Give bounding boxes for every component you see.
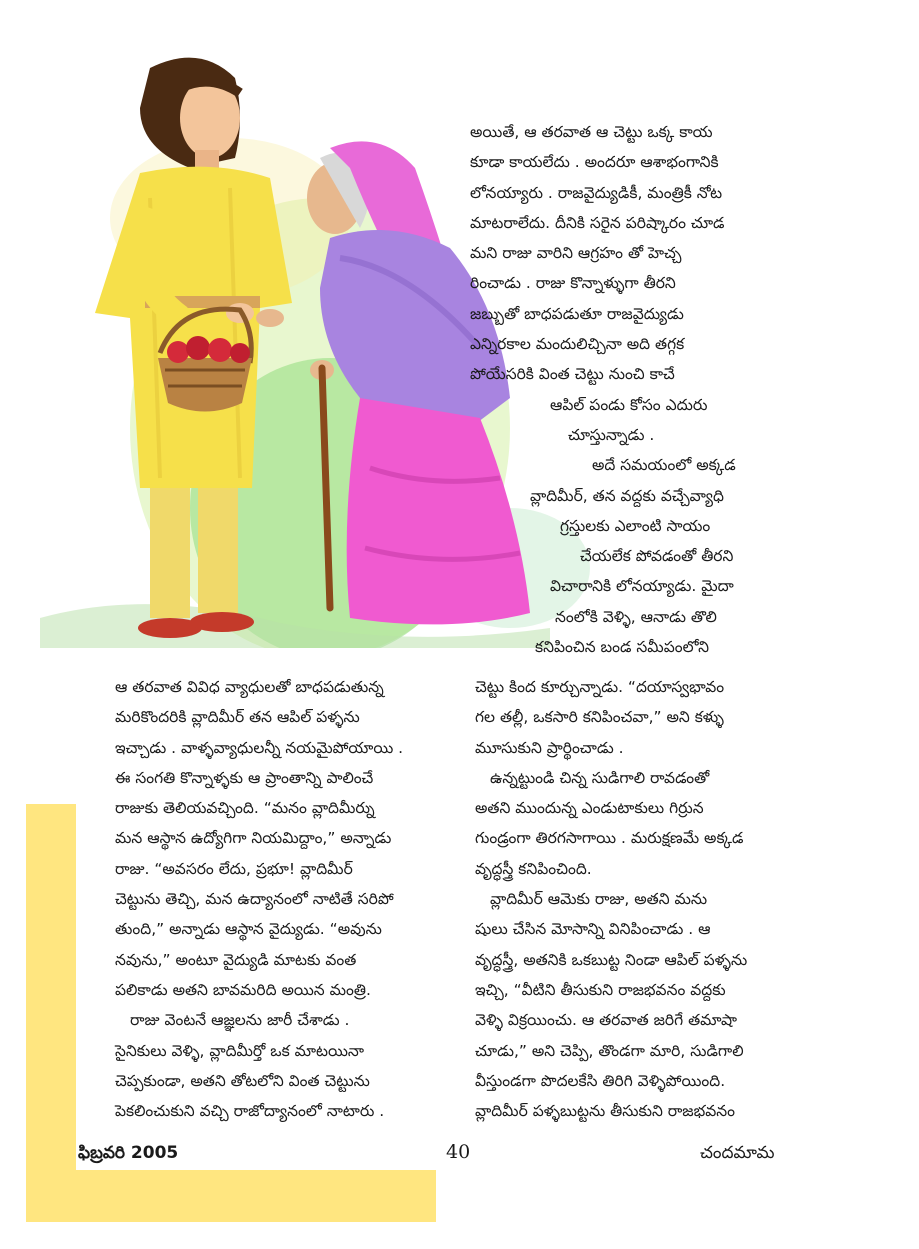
paragraph-line: నవును,” అంటూ వైద్యుడి మాటకు వంత: [115, 950, 357, 969]
issue-date: ఫిబ్రవరి 2005: [78, 1143, 179, 1163]
paragraph-line: గల తల్లీ, ఒకసారి కనిపించవా,” అని కళ్ళు: [475, 708, 724, 727]
paragraph-line: వెళ్ళి విక్రయించు. ఆ తరవాత జరిగే తమాషా: [475, 1011, 738, 1030]
paragraph-line: నంలోకి వెళ్ళి, ఆనాడు తొలి: [555, 607, 717, 626]
paragraph-line: కనిపించిన బండ సమీపంలోని: [535, 638, 710, 657]
paragraph-line: ఆపిల్ పండు కోసం ఎదురు: [550, 395, 708, 414]
paragraph-line: పోయేసరికి వింత చెట్టు నుంచి కాచే: [470, 365, 675, 384]
paragraph-line: రించాడు . రాజు కొన్నాళ్ళుగా తీరని: [470, 274, 676, 293]
paragraph-line: అతని ముందున్న ఎండుటాకులు గిర్రున: [475, 799, 704, 818]
paragraph-line: వ్లాదిమీర్ పళ్ళబుట్టను తీసుకుని రాజభవనం: [475, 1102, 735, 1121]
paragraph-line: మన ఆస్థాన ఉద్యోగిగా నియమిద్దాం,” అన్నాడు: [115, 829, 392, 848]
paragraph-line: రాజు వెంటనే ఆజ్ఞలను జారీ చేశాడు .: [130, 1011, 350, 1030]
paragraph-line: తుంది,” అన్నాడు ఆస్థాన వైద్యుడు. “అవును: [115, 920, 382, 939]
page-number: 40: [446, 1141, 471, 1163]
paragraph-line: పెకలించుకుని వచ్చి రాజోద్యానంలో నాటారు .: [115, 1102, 385, 1121]
paragraph-line: వీస్తుండగా పొదలకేసి తిరిగి వెళ్ళిపోయింది.: [475, 1071, 726, 1090]
paragraph-line: జబ్బుతో బాధపడుతూ రాజవైద్యుడు: [470, 304, 684, 323]
magazine-name: చందమామ: [700, 1143, 775, 1163]
paragraph-line: షులు చేసిన మోసాన్ని వినిపించాడు . ఆ: [475, 920, 711, 939]
paragraph-line: రాజు. “అవసరం లేదు, ప్రభూ! వ్లాదిమీర్: [115, 859, 353, 878]
paragraph-line: ఎన్నిరకాల మందులిచ్చినా అది తగ్గక: [470, 335, 685, 354]
paragraph-line: వ్లాదిమీర్ ఆమెకు రాజు, అతని మను: [490, 890, 708, 909]
paragraph-line: మూసుకుని ప్రార్థించాడు .: [475, 738, 624, 757]
paragraph-line: చూడు,” అని చెప్పి, తొండగా మారి, సుడిగాలి: [475, 1041, 744, 1060]
paragraph-line: సైనికులు వెళ్ళి, వ్లాదిమీర్తో ఒక మాటయినా: [115, 1041, 365, 1060]
paragraph-line: చెట్టు కింద కూర్చున్నాడు. “దయాస్వభావం: [475, 678, 725, 696]
paragraph-line: కూడా కాయలేదు . అందరూ ఆశాభంగానికి: [470, 153, 719, 172]
paragraph-line: మని రాజు వారిని ఆగ్రహం తో హెచ్చ: [470, 244, 682, 263]
article-column-top-right: [470, 117, 815, 662]
paragraph-line: ఈ సంగతి కొన్నాళ్ళకు ఆ ప్రాంతాన్ని పాలించే: [115, 768, 374, 787]
paragraph-line: వ్లాదిమీర్, తన వద్దకు వచ్చేవ్యాధి: [530, 486, 724, 505]
paragraph-line: వృద్ధస్త్రీ, అతనికి ఒకబుట్ట నిండా ఆపిల్ పళ్ళను: [475, 950, 748, 969]
paragraph-line: చెట్టును తెచ్చి, మన ఉద్యానంలో నాటితే సరిపో: [115, 890, 394, 909]
paragraph-line: చేయలేక పోవడంతో తీరని: [580, 547, 734, 566]
paragraph-line: అదే సమయంలో అక్కడ: [592, 456, 736, 475]
paragraph-line: పలికాడు అతని బావమరిది అయిన మంత్రి.: [115, 980, 371, 999]
paragraph-line: మరికొందరికి వ్లాదిమీర్ తన ఆపిల్ పళ్ళను: [115, 708, 360, 727]
paragraph-line: గుండ్రంగా తిరగసాగాయి . మరుక్షణమే అక్కడ: [475, 829, 744, 848]
decorative-yellow-bar-horizontal: [26, 1170, 436, 1222]
paragraph-line: ఉన్నట్టుండి చిన్న సుడిగాలి రావడంతో: [490, 768, 710, 787]
paragraph-line: చూస్తున్నాడు .: [568, 425, 655, 444]
paragraph-line: లోనయ్యారు . రాజవైద్యుడికీ, మంత్రికీ నోట: [470, 183, 723, 202]
paragraph-line: అయితే, ఆ తరవాత ఆ చెట్టు ఒక్క కాయ: [470, 123, 713, 141]
paragraph-line: మాటరాలేదు. దీనికి సరైన పరిష్కారం చూడ: [470, 213, 725, 232]
paragraph-line: ఇచ్చి, “వీటిని తీసుకుని రాజభవనం వద్దకు: [475, 980, 726, 999]
paragraph-line: ఆ తరవాత వివిధ వ్యాధులతో బాధపడుతున్న: [115, 678, 384, 696]
article-column-left: [115, 672, 455, 1126]
paragraph-line: ఇచ్చాడు . వాళ్ళవ్యాధులన్నీ నయమైపోయాయి .: [115, 738, 404, 757]
decorative-yellow-bar-vertical: [26, 804, 76, 1222]
paragraph-line: విచారానికి లోనయ్యాడు. మైదా: [550, 577, 734, 596]
paragraph-line: వృద్ధస్త్రీ కనిపించింది.: [475, 859, 592, 878]
article-column-right: [475, 672, 820, 1126]
paragraph-line: చెప్పకుండా, అతని తోటలోని వింత చెట్టును: [115, 1071, 370, 1090]
paragraph-line: గ్రస్తులకు ఎలాంటి సాయం: [560, 516, 711, 535]
paragraph-line: రాజుకు తెలియవచ్చింది. “మనం వ్లాదిమీర్ను: [115, 799, 375, 818]
